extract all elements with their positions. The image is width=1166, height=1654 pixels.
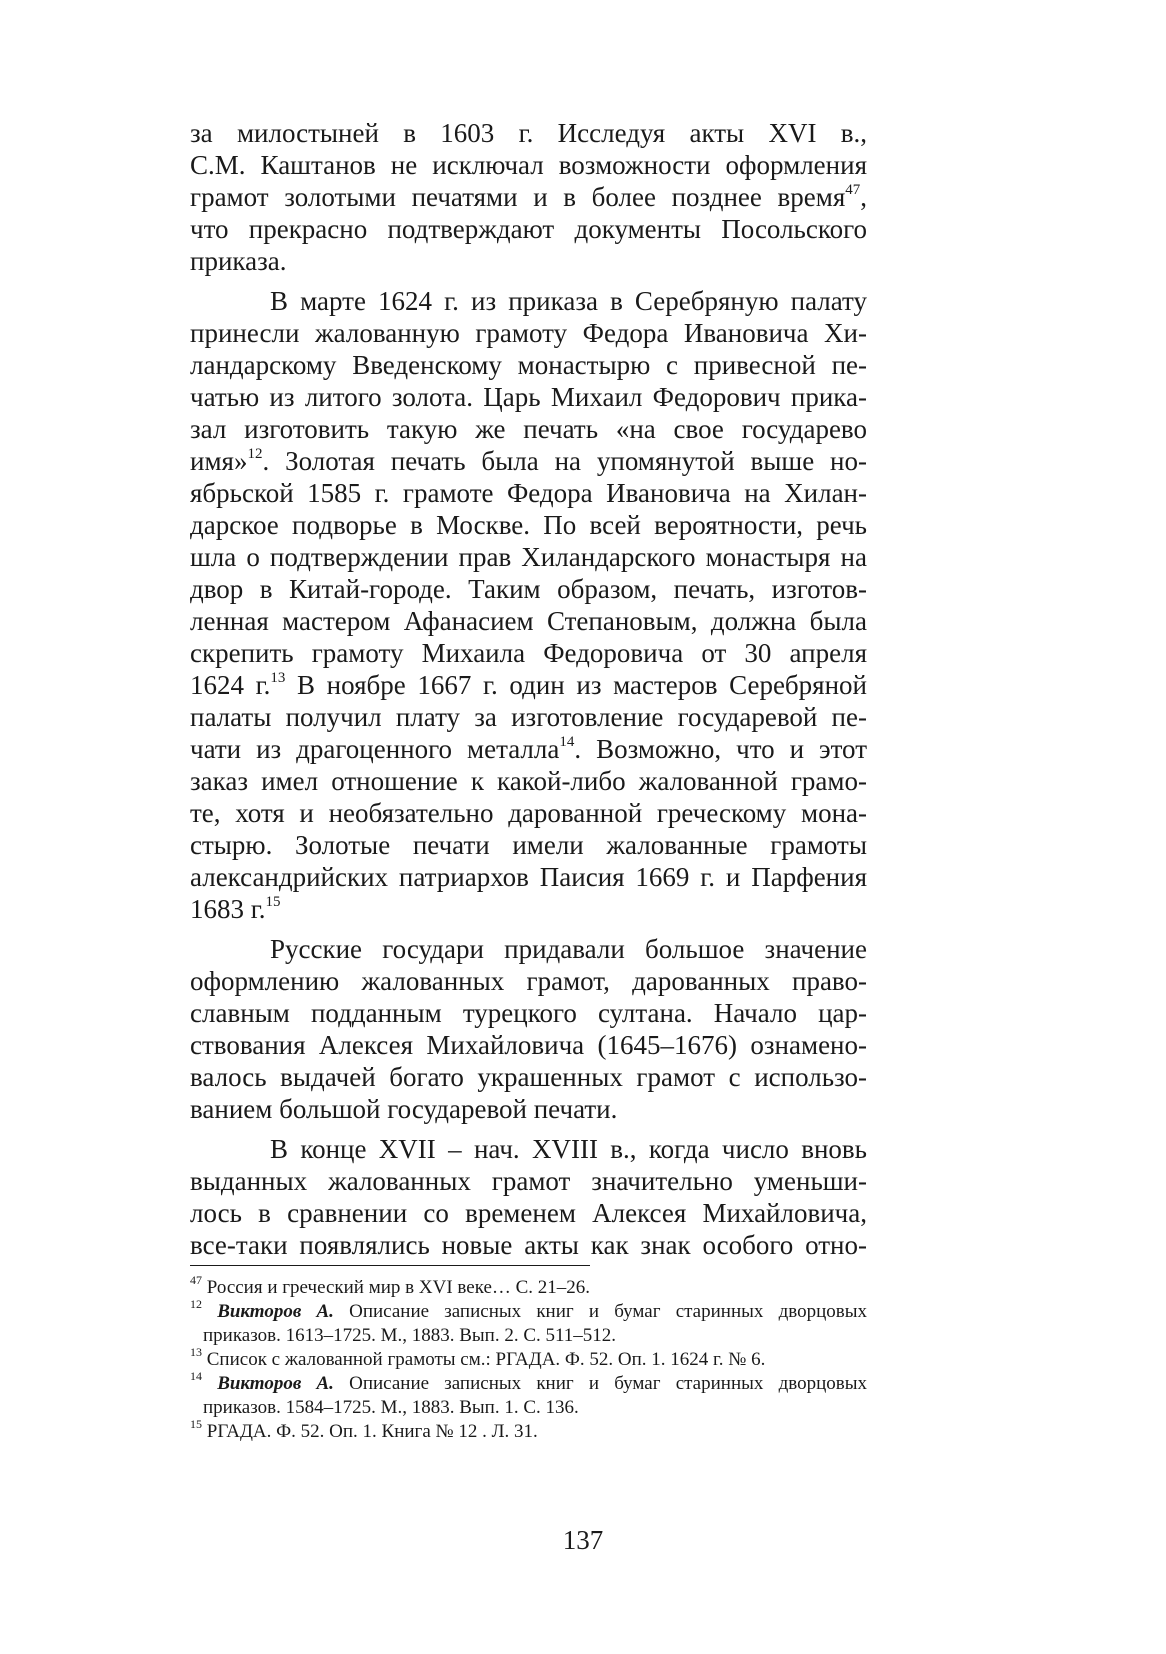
paragraph-2 — [190, 285, 867, 925]
footnotes — [190, 1272, 867, 1444]
footnote-ref[interactable]: 12 — [247, 446, 263, 462]
text-line: Русские государи придавали большое значение — [270, 934, 867, 964]
paragraph-3 — [190, 933, 867, 1125]
text-line: ландарскому Введенскому монастырю с привесной пе- — [190, 350, 867, 380]
text-line: палаты получил плату за изготовление государевой пе- — [190, 702, 867, 732]
footnote-ref[interactable]: 15 — [265, 894, 281, 910]
text-line: ствования Алексея Михайловича (1645–1676) ознамено- — [190, 1030, 867, 1060]
text-line: лось в сравнении со временем Алексея Михайловича, — [190, 1198, 867, 1228]
text-line: стырю. Золотые печати имели жалованные грамоты — [190, 830, 867, 860]
footnote-12: $^{12}$ Викторов А. Описание записных книг и бумаг старинных дворцовых — [190, 1296, 867, 1322]
text-line: валось выдачей богато украшенных грамот с использо- — [190, 1062, 867, 1092]
text-line: приказа. — [190, 246, 287, 276]
text-line: имя»$^{12}$. Золотая печать была на упомянутой выше но- — [190, 446, 867, 476]
text-line: все-таки появлялись новые акты как знак особого отно- — [190, 1230, 867, 1260]
footnote-number: 15 — [190, 1416, 202, 1431]
text-line: дарское подворье в Москве. По всей вероятности, речь — [190, 510, 867, 540]
text-line: что прекрасно подтверждают документы Посольского — [190, 214, 867, 244]
text-line: С.М. Каштанов не исключал возможности оформления — [190, 150, 867, 180]
text-line: за милостыней в 1603 г. Исследуя акты XVI в., — [190, 118, 867, 148]
text-line: выданных жалованных грамот значительно уменьши- — [190, 1166, 867, 1196]
text-line: заказ имел отношение к какой-либо жалованной грамо- — [190, 766, 867, 796]
text-line: ленная мастером Афанасием Степановым, должна была — [190, 606, 867, 636]
text-line: В конце XVII – нач. XVIII в., когда число вновь — [270, 1134, 867, 1164]
text-line: славным подданным турецкого султана. Начало цар- — [190, 998, 867, 1028]
text-line: скрепить грамоту Михаила Федоровича от 30 апреля — [190, 638, 867, 668]
footnote-ref[interactable]: 14 — [559, 734, 575, 750]
footnote-15: $^{15}$ РГАДА. Ф. 52. Оп. 1. Книга № 12 . Л. 31. — [190, 1416, 538, 1442]
footnote-author: Викторов А. — [202, 1373, 334, 1394]
text-line: двор в Китай-городе. Таким образом, печать, изготов- — [190, 574, 867, 604]
footnote-ref[interactable]: 13 — [270, 670, 286, 686]
text-line: чатью из литого золота. Царь Михаил Федорович прика- — [190, 382, 867, 412]
text-line: оформлению жалованных грамот, дарованных право- — [190, 966, 867, 996]
page-number: 137 — [562, 1525, 604, 1555]
footnote-14: $^{14}$ Викторов А. Описание записных книг и бумаг старинных дворцовых — [190, 1368, 867, 1394]
footnote-number: 47 — [190, 1272, 202, 1287]
text-line: принесли жалованную грамоту Федора Ивановича Хи- — [190, 318, 867, 348]
text-line: зал изготовить такую же печать «на свое государево — [190, 414, 867, 444]
text-line: александрийских патриархов Паисия 1669 г. и Парфения — [190, 862, 867, 892]
text-line: чати из драгоценного металла$^{14}$. Возможно, что и этот — [190, 734, 867, 764]
footnote-number: 14 — [190, 1368, 202, 1383]
footnote-12-continuation: приказов. 1613–1725. М., 1883. Вып. 2. С. 511–512. — [203, 1325, 617, 1346]
footnote-14-continuation: приказов. 1584–1725. М., 1883. Вып. 1. С. 136. — [203, 1397, 579, 1418]
text-line: шла о подтверждении прав Хиландарского монастыря на — [190, 542, 867, 572]
footnote-author: Викторов А. — [202, 1301, 334, 1322]
paragraph-1 — [190, 117, 867, 277]
footnote-number: 13 — [190, 1344, 202, 1359]
footnote-47: $^{47}$ Россия и греческий мир в XVI веке… С. 21–26. — [190, 1272, 591, 1298]
text-line: ванием большой государевой печати. — [190, 1094, 618, 1124]
main-text — [190, 117, 867, 1261]
text-line: ябрьской 1585 г. грамоте Федора Ивановича на Хилан- — [190, 478, 867, 508]
footnote-ref[interactable]: 47 — [845, 182, 861, 198]
footnote-divider — [190, 1265, 590, 1266]
text-line: те, хотя и необязательно дарованной греческому мона- — [190, 798, 867, 828]
text-line: 1624 г.$^{13}$ В ноябре 1667 г. один из мастеров Серебряной — [190, 670, 867, 700]
text-line: В марте 1624 г. из приказа в Серебряную палату — [270, 286, 867, 316]
paragraph-4 — [190, 1133, 867, 1261]
footnote-number: 12 — [190, 1296, 202, 1311]
footnote-13: $^{13}$ Список с жалованной грамоты см.: РГАДА. Ф. 52. Оп. 1. 1624 г. № 6. — [190, 1344, 766, 1370]
text-line: грамот золотыми печатями и в более позднее время$^{47}$, — [190, 182, 867, 212]
text-line: 1683 г.$^{15}$ — [190, 894, 281, 924]
